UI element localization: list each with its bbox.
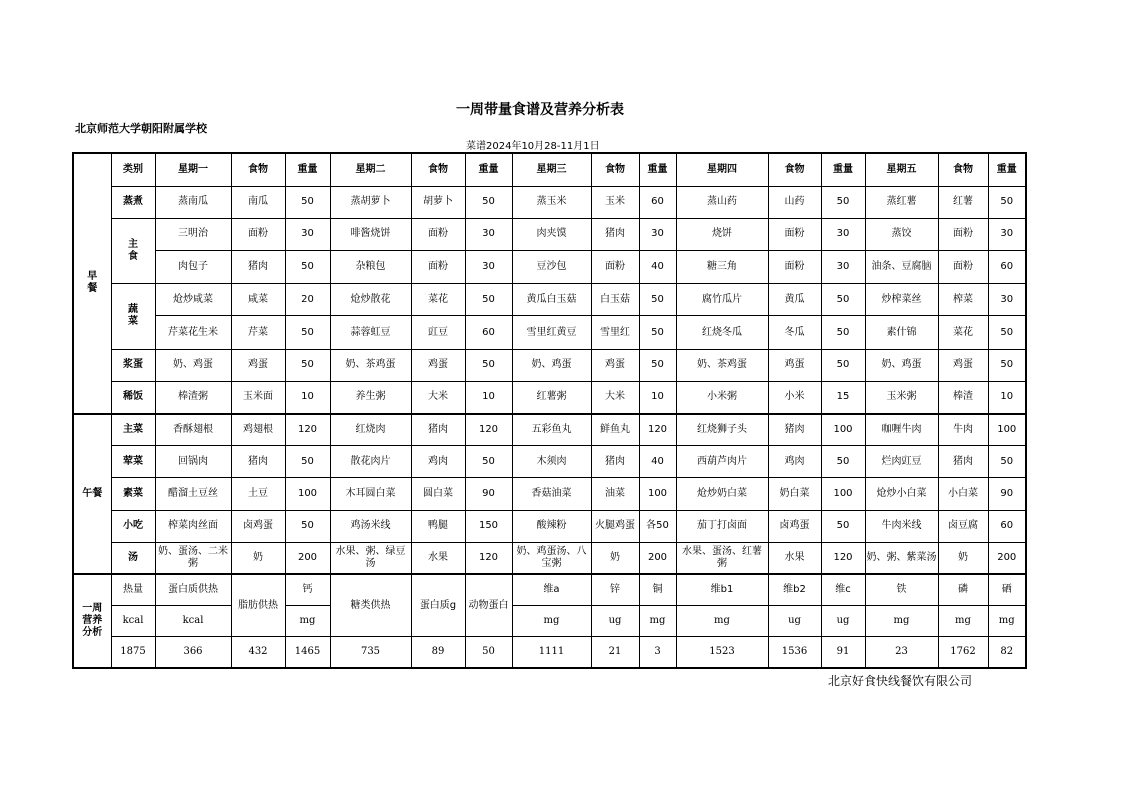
dish-name: 木耳圆白菜 <box>330 478 411 510</box>
nutrition-value: 1875 <box>111 637 155 668</box>
weight-value: 90 <box>988 478 1026 510</box>
header-day: 星期三 <box>512 153 591 186</box>
nutrition-label: 维b1 <box>676 574 768 605</box>
food-name: 红薯 <box>938 186 988 218</box>
header-food: 食物 <box>938 153 988 186</box>
food-name: 奶 <box>938 542 988 574</box>
dish-name: 奶、茶鸡蛋 <box>330 349 411 381</box>
weight-value: 60 <box>465 316 512 349</box>
weight-value: 10 <box>465 381 512 413</box>
category-label: 稀饭 <box>111 381 155 413</box>
food-name: 面粉 <box>411 251 465 284</box>
category-label: 素菜 <box>111 478 155 510</box>
dish-name: 蒸玉米 <box>512 186 591 218</box>
table-row <box>73 316 1026 349</box>
food-name: 鸡蛋 <box>768 349 821 381</box>
header-day: 星期四 <box>676 153 768 186</box>
nutrition-unit: mg <box>865 606 938 637</box>
dish-name: 杂粮包 <box>330 251 411 284</box>
weight-value: 30 <box>821 218 865 250</box>
weight-value: 40 <box>639 446 676 478</box>
menu-table <box>72 152 1027 669</box>
weight-value: 30 <box>988 284 1026 316</box>
dish-name: 奶、鸡蛋 <box>512 349 591 381</box>
weight-value: 90 <box>465 478 512 510</box>
nutrition-value: 91 <box>821 637 865 668</box>
weight-value: 60 <box>988 251 1026 284</box>
weight-value: 50 <box>465 186 512 218</box>
dish-name: 炒榨菜丝 <box>865 284 938 316</box>
food-name: 圆白菜 <box>411 478 465 510</box>
food-name: 面粉 <box>768 251 821 284</box>
food-name: 猪肉 <box>411 414 465 446</box>
weight-value: 50 <box>465 349 512 381</box>
dish-name: 西葫芦肉片 <box>676 446 768 478</box>
weight-value: 120 <box>465 542 512 574</box>
nutrition-label: 蛋白质g <box>411 574 465 636</box>
food-name: 卤鸡蛋 <box>231 510 285 542</box>
food-name: 火腿鸡蛋 <box>591 510 639 542</box>
dish-name: 烂肉豇豆 <box>865 446 938 478</box>
weight-value: 30 <box>285 218 330 250</box>
food-name: 黄瓜 <box>768 284 821 316</box>
food-name: 卤鸡蛋 <box>768 510 821 542</box>
food-name: 鸡肉 <box>768 446 821 478</box>
nutrition-value: 23 <box>865 637 938 668</box>
header-category: 类别 <box>111 153 155 186</box>
nutrition-label: 维b2 <box>768 574 821 605</box>
weight-value: 150 <box>465 510 512 542</box>
weight-value: 100 <box>988 414 1026 446</box>
dish-name: 水果、粥、绿豆汤 <box>330 542 411 574</box>
category-label: 主 食 <box>111 218 155 283</box>
food-name: 猪肉 <box>591 446 639 478</box>
school-name: 北京师范大学朝阳附属学校 <box>75 122 207 135</box>
nutrition-label: 钙 <box>285 574 330 605</box>
weight-value: 20 <box>285 284 330 316</box>
nutrition-label: 铁 <box>865 574 938 605</box>
food-name: 雪里红 <box>591 316 639 349</box>
food-name: 菜花 <box>938 316 988 349</box>
dish-name: 奶、鸡蛋 <box>865 349 938 381</box>
nutrition-label: 热量 <box>111 574 155 605</box>
dish-name: 养生粥 <box>330 381 411 413</box>
nutrition-label: 维c <box>821 574 865 605</box>
header-day: 星期一 <box>155 153 231 186</box>
food-name: 豇豆 <box>411 316 465 349</box>
nutrition-value: 82 <box>988 637 1026 668</box>
category-label: 蒸煮 <box>111 186 155 218</box>
dish-name: 炝炒奶白菜 <box>676 478 768 510</box>
dish-name: 炝炒小白菜 <box>865 478 938 510</box>
dish-name: 玉米粥 <box>865 381 938 413</box>
food-name: 小米 <box>768 381 821 413</box>
nutrition-label: 磷 <box>938 574 988 605</box>
food-name: 面粉 <box>411 218 465 250</box>
weight-value: 50 <box>988 446 1026 478</box>
dish-name: 啡酱烧饼 <box>330 218 411 250</box>
header-weight: 重量 <box>285 153 330 186</box>
nutrition-value: 1762 <box>938 637 988 668</box>
food-name: 面粉 <box>938 251 988 284</box>
food-name: 水果 <box>768 542 821 574</box>
dish-name: 腐竹瓜片 <box>676 284 768 316</box>
dish-name: 香菇油菜 <box>512 478 591 510</box>
nutrition-value: 89 <box>411 637 465 668</box>
dish-name: 素什锦 <box>865 316 938 349</box>
weight-value: 50 <box>821 446 865 478</box>
nutrition-value: 1465 <box>285 637 330 668</box>
dish-name: 醋溜土豆丝 <box>155 478 231 510</box>
dish-name: 奶、鸡蛋 <box>155 349 231 381</box>
food-name: 猪肉 <box>231 251 285 284</box>
food-name: 大米 <box>591 381 639 413</box>
food-name: 面粉 <box>768 218 821 250</box>
weight-value: 10 <box>285 381 330 413</box>
dish-name: 小米粥 <box>676 381 768 413</box>
dish-name: 雪里红黄豆 <box>512 316 591 349</box>
page-title: 一周带量食谱及营养分析表 <box>456 102 624 118</box>
dish-name: 蒸饺 <box>865 218 938 250</box>
dish-name: 黄瓜白玉菇 <box>512 284 591 316</box>
weight-value: 50 <box>821 349 865 381</box>
nutrition-label: 铜 <box>639 574 676 605</box>
food-name: 猪肉 <box>768 414 821 446</box>
category-label: 汤 <box>111 542 155 574</box>
dish-name: 奶、蛋汤、二米粥 <box>155 542 231 574</box>
dish-name: 咖喱牛肉 <box>865 414 938 446</box>
meal-label-analysis: 一周 营养 分析 <box>73 574 111 668</box>
weight-value: 50 <box>285 251 330 284</box>
nutrition-unit: mg <box>285 606 330 637</box>
dish-name: 棒渣粥 <box>155 381 231 413</box>
weight-value: 100 <box>639 478 676 510</box>
weight-value: 60 <box>988 510 1026 542</box>
header-weight: 重量 <box>465 153 512 186</box>
dish-name: 水果、蛋汤、红薯粥 <box>676 542 768 574</box>
dish-name: 蒸山药 <box>676 186 768 218</box>
weight-value: 50 <box>285 446 330 478</box>
table-row <box>73 251 1026 284</box>
dish-name: 红薯粥 <box>512 381 591 413</box>
weight-value: 50 <box>285 510 330 542</box>
weight-value: 120 <box>821 542 865 574</box>
food-name: 鸡蛋 <box>591 349 639 381</box>
weight-value: 50 <box>285 316 330 349</box>
nutrition-value: 735 <box>330 637 411 668</box>
nutrition-unit: kcal <box>111 606 155 637</box>
dish-name: 油条、豆腐脑 <box>865 251 938 284</box>
food-name: 玉米 <box>591 186 639 218</box>
nutrition-unit: ug <box>821 606 865 637</box>
dish-name: 肉包子 <box>155 251 231 284</box>
header-food: 食物 <box>231 153 285 186</box>
food-name: 牛肉 <box>938 414 988 446</box>
food-name: 小白菜 <box>938 478 988 510</box>
dish-name: 蒸红薯 <box>865 186 938 218</box>
category-label: 浆蛋 <box>111 349 155 381</box>
food-name: 奶白菜 <box>768 478 821 510</box>
table-row <box>73 349 1026 381</box>
food-name: 鲜鱼丸 <box>591 414 639 446</box>
food-name: 鸭腿 <box>411 510 465 542</box>
table-row <box>73 186 1026 218</box>
weight-value: 50 <box>285 349 330 381</box>
food-name: 奶 <box>231 542 285 574</box>
header-food: 食物 <box>411 153 465 186</box>
food-name: 面粉 <box>938 218 988 250</box>
weight-value: 30 <box>988 218 1026 250</box>
dish-name: 豆沙包 <box>512 251 591 284</box>
dish-name: 芹菜花生米 <box>155 316 231 349</box>
dish-name: 茄丁打卤面 <box>676 510 768 542</box>
weight-value: 30 <box>465 218 512 250</box>
food-name: 鸡蛋 <box>411 349 465 381</box>
nutrition-value: 3 <box>639 637 676 668</box>
header-food: 食物 <box>768 153 821 186</box>
weight-value: 30 <box>465 251 512 284</box>
weight-value: 50 <box>988 186 1026 218</box>
nutrition-value-row <box>73 637 1026 668</box>
header-day: 星期二 <box>330 153 411 186</box>
nutrition-unit: ug <box>591 606 639 637</box>
weight-value: 60 <box>639 186 676 218</box>
food-name: 棒渣 <box>938 381 988 413</box>
date-range: 菜谱2024年10月28-11月1日 <box>466 141 600 152</box>
weight-value: 50 <box>821 284 865 316</box>
food-name: 大米 <box>411 381 465 413</box>
company-name: 北京好食快线餐饮有限公司 <box>828 674 973 688</box>
food-name: 鸡蛋 <box>231 349 285 381</box>
nutrition-value: 1523 <box>676 637 768 668</box>
weight-value: 50 <box>465 446 512 478</box>
nutrition-unit: mg <box>639 606 676 637</box>
food-name: 芹菜 <box>231 316 285 349</box>
nutrition-value: 1111 <box>512 637 591 668</box>
food-name: 土豆 <box>231 478 285 510</box>
nutrition-unit: mg <box>938 606 988 637</box>
dish-name: 牛肉米线 <box>865 510 938 542</box>
dish-name: 五彩鱼丸 <box>512 414 591 446</box>
table-row <box>73 218 1026 250</box>
dish-name: 榨菜肉丝面 <box>155 510 231 542</box>
nutrition-unit: mg <box>988 606 1026 637</box>
weight-value: 50 <box>639 349 676 381</box>
dish-name: 鸡汤米线 <box>330 510 411 542</box>
weight-value: 50 <box>465 284 512 316</box>
weight-value: 200 <box>285 542 330 574</box>
weight-value: 40 <box>639 251 676 284</box>
dish-name: 酸辣粉 <box>512 510 591 542</box>
header-day: 星期五 <box>865 153 938 186</box>
food-name: 鸡蛋 <box>938 349 988 381</box>
nutrition-label: 糖类供热 <box>330 574 411 636</box>
weight-value: 10 <box>639 381 676 413</box>
table-row <box>73 542 1026 574</box>
food-name: 猪肉 <box>938 446 988 478</box>
dish-name: 糖三角 <box>676 251 768 284</box>
table-row <box>73 414 1026 446</box>
dish-name: 炝炒散花 <box>330 284 411 316</box>
nutrition-label: 动物蛋白 <box>465 574 512 636</box>
dish-name: 奶、粥、紫菜汤 <box>865 542 938 574</box>
nutrition-value: 1536 <box>768 637 821 668</box>
food-name: 胡萝卜 <box>411 186 465 218</box>
weight-value: 100 <box>821 414 865 446</box>
food-name: 面粉 <box>231 218 285 250</box>
category-label: 小吃 <box>111 510 155 542</box>
nutrition-unit: ug <box>768 606 821 637</box>
food-name: 白玉菇 <box>591 284 639 316</box>
category-label: 荤菜 <box>111 446 155 478</box>
food-name: 咸菜 <box>231 284 285 316</box>
nutrition-unit: mg <box>676 606 768 637</box>
dish-name: 木须肉 <box>512 446 591 478</box>
meal-label-breakfast: 早 餐 <box>73 153 111 414</box>
weight-value: 100 <box>285 478 330 510</box>
weight-value: 50 <box>988 349 1026 381</box>
weight-value: 30 <box>639 218 676 250</box>
category-label: 蔬 菜 <box>111 284 155 349</box>
weight-value: 10 <box>988 381 1026 413</box>
meal-label-lunch: 午餐 <box>73 414 111 575</box>
weight-value: 50 <box>988 316 1026 349</box>
dish-name: 散花肉片 <box>330 446 411 478</box>
dish-name: 蒜蓉虹豆 <box>330 316 411 349</box>
food-name: 冬瓜 <box>768 316 821 349</box>
nutrition-label: 硒 <box>988 574 1026 605</box>
nutrition-unit: kcal <box>155 606 231 637</box>
nutrition-value: 432 <box>231 637 285 668</box>
weight-value: 50 <box>821 186 865 218</box>
nutrition-value: 50 <box>465 637 512 668</box>
food-name: 榨菜 <box>938 284 988 316</box>
dish-name: 肉夹馍 <box>512 218 591 250</box>
weight-value: 50 <box>639 316 676 349</box>
food-name: 南瓜 <box>231 186 285 218</box>
nutrition-label: 维a <box>512 574 591 605</box>
weight-value: 30 <box>821 251 865 284</box>
dish-name: 奶、鸡蛋汤、八宝粥 <box>512 542 591 574</box>
nutrition-value: 366 <box>155 637 231 668</box>
dish-name: 蒸胡萝卜 <box>330 186 411 218</box>
food-name: 奶 <box>591 542 639 574</box>
nutrition-label-row <box>73 574 1026 605</box>
header-weight: 重量 <box>639 153 676 186</box>
dish-name: 回锅肉 <box>155 446 231 478</box>
dish-name: 蒸南瓜 <box>155 186 231 218</box>
food-name: 面粉 <box>591 251 639 284</box>
food-name: 猪肉 <box>231 446 285 478</box>
table-row <box>73 284 1026 316</box>
weight-value: 100 <box>821 478 865 510</box>
weight-value: 120 <box>285 414 330 446</box>
food-name: 山药 <box>768 186 821 218</box>
weight-value: 200 <box>988 542 1026 574</box>
food-name: 猪肉 <box>591 218 639 250</box>
food-name: 油菜 <box>591 478 639 510</box>
table-row <box>73 478 1026 510</box>
nutrition-label: 锌 <box>591 574 639 605</box>
weight-value: 50 <box>821 316 865 349</box>
category-label: 主菜 <box>111 414 155 446</box>
dish-name: 红烧狮子头 <box>676 414 768 446</box>
header-weight: 重量 <box>821 153 865 186</box>
weight-value: 15 <box>821 381 865 413</box>
nutrition-label: 脂肪供热 <box>231 574 285 636</box>
nutrition-value: 21 <box>591 637 639 668</box>
weight-value: 120 <box>465 414 512 446</box>
nutrition-unit-row <box>73 606 1026 637</box>
header-weight: 重量 <box>988 153 1026 186</box>
food-name: 卤豆腐 <box>938 510 988 542</box>
nutrition-unit: mg <box>512 606 591 637</box>
table-row <box>73 446 1026 478</box>
dish-name: 三明治 <box>155 218 231 250</box>
dish-name: 炝炒咸菜 <box>155 284 231 316</box>
food-name: 玉米面 <box>231 381 285 413</box>
food-name: 水果 <box>411 542 465 574</box>
dish-name: 红烧肉 <box>330 414 411 446</box>
dish-name: 奶、茶鸡蛋 <box>676 349 768 381</box>
header-row <box>73 153 1026 186</box>
dish-name: 香酥翅根 <box>155 414 231 446</box>
weight-value: 50 <box>285 186 330 218</box>
food-name: 鸡肉 <box>411 446 465 478</box>
weight-value: 各50 <box>639 510 676 542</box>
weight-value: 200 <box>639 542 676 574</box>
weight-value: 50 <box>821 510 865 542</box>
table-row <box>73 510 1026 542</box>
dish-name: 红烧冬瓜 <box>676 316 768 349</box>
table-row <box>73 381 1026 413</box>
dish-name: 烧饼 <box>676 218 768 250</box>
weight-value: 120 <box>639 414 676 446</box>
header-food: 食物 <box>591 153 639 186</box>
weight-value: 50 <box>639 284 676 316</box>
nutrition-label: 蛋白质供热 <box>155 574 231 605</box>
food-name: 菜花 <box>411 284 465 316</box>
food-name: 鸡翅根 <box>231 414 285 446</box>
